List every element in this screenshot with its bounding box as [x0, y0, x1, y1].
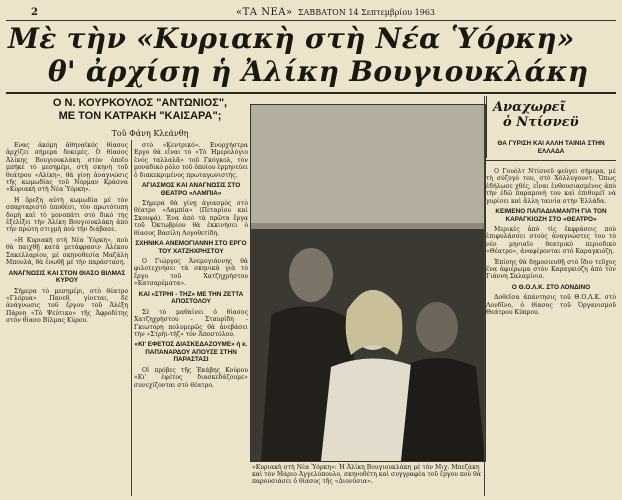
column-divider — [131, 140, 132, 496]
section-heading: «ΚΙ' ΕΦΕΤΟΣ ΔΙΑΣΚΕΔΑΖΟΥΜΕ» ἡ κ. ΠΑΠΑΝΑΡΔΟΥ ΑΠΟΥΣΕ ΣΤΗΝ ΠΑΡΑΣΤΑΣΙ — [134, 341, 248, 364]
sidebar-headline-line-1: Αναχωρεῖ — [493, 100, 566, 115]
sidebar-rule — [486, 160, 616, 161]
paragraph: Ενας ἀκόμη ἀθηναϊκός θίασος ἀρχίζει σήμερα δοκιμές. Ο θίασος Ἀλίκης Βουγιουκλάκη στὸν ὁποῖο μπήκε τὸ μεσημέρι, στὴ σκηνὴ τοῦ θεάτρου «Αλίκη», θὰ γίνῃ ἀναγνώσις τῆς κωμωδίας τοῦ Νόρμαν Κράσνα «Κυριακὴ στὴ Νέα Ὑόρκη». — [6, 142, 128, 194]
paragraph: Δοθεῖσα ἀπάντησις τοῦ Θ.Ο.Λ.Κ. στὸ Λονδῖνο, ὁ θίασος τοῦ Ὀργανισμοῦ Θεάτρου Κύπρου. — [486, 294, 616, 317]
article-subhead — [10, 97, 270, 123]
subhead-line-2: ΜΕ ΤΟΝ ΚΑΤΡΑΚΗ "ΚΑΙΣΑΡΑ"; — [58, 110, 222, 122]
section-heading: ΑΝΑΓΝΩΣΙΣ ΚΑΙ ΣΤΟΝ ΘΙΑΣΟ ΒΙΛΜΑΣ ΚΥΡΟΥ — [8, 269, 126, 284]
paragraph: Ἐπίσης θὰ δημοσιευθῇ στὸ ἴδιο τεῦχος ἕνα ἀφιέρωμα στὸν Καραγκιόζη ἀπὸ τὸν Γιάννη Σαλαμίνιο. — [486, 258, 616, 281]
sidebar-headline-line-2: ὁ Ντίσνεϋ — [503, 115, 579, 130]
page-header — [6, 4, 616, 20]
section-heading: ΚΕΙΜΕΝΟ ΠΑΠΑΔΙΑΜΑΝΤΗ ΓΙΑ ΤΟΝ ΚΑΡΑΓΚΙΟΖΗ ΣΤΟ «ΘΕΑΤΡΟ» — [495, 208, 607, 223]
paragraph: Μερικές ἀπὸ τὶς ἐκφράσεις ποὺ ἐπιφυλάσσει στοὺς ἀναγνώστες του τὸ νέο μηνιαῖο θεατρικὸ περιοδικὸ «Θέατρο», ἀναφέρονται στὸ Καραγκιόζη. — [486, 226, 616, 256]
paragraph: Ο Γουόλτ Ντίσνεϋ φεύγει σήμερα, μὲ τὴ σύζυγό του, στὸ Χόλλυγουντ. Ὅπως ἐδήλωσε χθές, εἶναι ἐνθουσιασμένος ἀπὸ τὴν ἐδῶ παραμονή του καὶ ἐπιθυμεῖ νὰ γυρίσει καὶ ἄλλη ταινία στὴν Ἑλλάδα. — [486, 168, 616, 205]
paragraph: Ο Γιώργος Ἀνεμογιάννης θὰ φιλοτεχνήσει τὰ σκηνικὰ γιὰ τὸ ἔργο τοῦ Χατζηχρήστου «Κατσαρέματα». — [134, 258, 248, 288]
paragraph: «Η Κυριακὴ στὴ Νέα Ὑόρκη», ποὺ θὰ παιχθῇ κατὰ μετάφρασιν Αλέκου Σακελλαρίου, μὲ σκηνοθεσία Μαζάλη Μπουλά, θὰ ἑνωθῇ μὲ τὴν παράσταση. — [6, 236, 128, 267]
header-rule — [6, 20, 616, 21]
paragraph: Σήμερα θὰ γίνῃ ἁγιασμὸς στὸ θέατρο «Λαμπία» (Πεταρίου καὶ Σκουφά). Ἐνα ἀπὸ τὰ πρῶτα ἔργα τοῦ Ὀκτωβρίου θὰ ἐκκινήσει ὁ θίασος Βασίλη Λογοθετίδη. — [134, 200, 248, 237]
sidebar-subhead: ΘΑ ΓΥΡΙΣΗ ΚΑΙ ΑΛΛΗ ΤΑΙΝΙΑ ΣΤΗΝ ΕΛΛΑΔΑ — [497, 140, 605, 155]
section-heading: ΚΑΙ «ΣΤΡΗΙ - ΤΗΖ» ΜΕ ΤΗΝ ΖΕΤΤΑ ΑΠΟΣΤΟΛΟΥ — [138, 290, 244, 306]
paragraph: Οἱ πρόβες τῆς Ἐκάβης Κούρου «Κι' ἐφέτος διασκεδάζουμε» συνεχίζονται στὸ θέατρο. — [134, 366, 248, 389]
column-right — [486, 168, 616, 320]
headline-line-1: Μὲ τὴν «Κυριακὴ στὴ Νέα Ὑόρκη» — [8, 22, 575, 55]
paragraph: Η ὄρεξη αὐτὴ κωμωδία μὲ τὸν σπαρταριστὸ ὑποθέσι, τὸν πρωτότυπη δομὴ καὶ τὸ μονοπάτι στὸ δικό της ἐξελίξει τὴν Ἀλίκη Βουγιουκλάκη ἀπὸ τὴν πρώτη στιγμὴ ποὺ τὴν διάβασε. — [6, 196, 128, 234]
subhead-line-1: Ο Ν. ΚΟΥΡΚΟΥΛΟΣ "ΑΝΤΩΝΙΟΣ", — [52, 97, 228, 109]
page-number: 2 — [31, 7, 38, 18]
paragraph: Σήμερα τὸ μεσημέρι, στὸ θέατρο «Γλόρυα» Πανεθ, γίνεται, δὲ ἀνάγνωσις τοῦ ἔργου τοῦ Ἀλέξη Πάρνη «Τὸ Ψεύτικο» τῆς Ἀφροδίτης στὸν θίασο Βίλμας Κύρου. — [6, 287, 128, 325]
main-headline — [8, 22, 618, 88]
paragraph: Σὲ τὸ μαθαίνει ὁ θίασος Χατζηχρήστου - Σταυρίδη - Γκιωτόρη πολυμερῶς θὰ ἀνεβάσει τὴν «Στρήι-τήζ» τὸν Ἀποστόλου. — [134, 308, 248, 338]
masthead: «ΤΑ ΝΕΑ» — [236, 7, 293, 18]
headline-line-2: θ' ἀρχίσῃ ἡ Ἀλίκη Βουγιουκλάκη — [48, 55, 589, 88]
photo-caption: «Κυριακὴ στὴ Νέα Ὑόρκη»: Ἡ Ἀλίκη Βουγιουκλάκη μὲ τὸν Μιχ. Μπεζάκη καὶ τὸν Μάριο Ἀγγελόπουλο, σκηνοθέτη καὶ συγγραφέα τοῦ ἔργου ποὺ θὰ παρουσιάσει ὁ θίασος τῆς «Διονύσια». — [252, 464, 481, 486]
section-heading: ΑΓΙΑΣΜΟΣ ΚΑΙ ΑΝΑΓΝΩΣΙΣ ΣΤΟ ΘΕΑΤΡΟ «ΛΑΜΠΙΑ» — [141, 182, 241, 197]
headline-rule — [6, 92, 616, 94]
column-a — [6, 142, 128, 328]
column-divider — [484, 96, 485, 496]
byline: Τοῦ Φάνη Κλεάνθη — [111, 129, 189, 138]
section-heading: ΣΧΗΝΙΚΑ ΑΝΕΜΟΓΙΑΝΝΗ ΣΤΟ ΕΡΓΟ ΤΟΥ ΧΑΤΖΗΧΡΗΣΤΟΥ — [135, 240, 247, 255]
issue-date: ΣΑΒΒΑΤΟΝ 14 Σεπτεμβρίου 1963 — [298, 8, 436, 17]
paragraph: στὸ «Κεντρικό». Ενορχήστρα Εργο θὰ εἶναι τὸ «Τὸ Ἡμερολόγιο ἑνὸς ταλλαλᾶ» τοῦ Γκόγκολ, τὸν μοναδικὸ ρόλο τοῦ ὁποίου ἑρμηνεύει ὁ διακεκριμένος πρωταγωνιστής. — [134, 142, 248, 179]
news-photo — [250, 104, 486, 462]
column-b — [134, 142, 248, 392]
section-heading: Ο Θ.Ο.Λ.Κ. ΣΤΟ ΛΟΝΔΙΝΟ — [511, 283, 591, 291]
